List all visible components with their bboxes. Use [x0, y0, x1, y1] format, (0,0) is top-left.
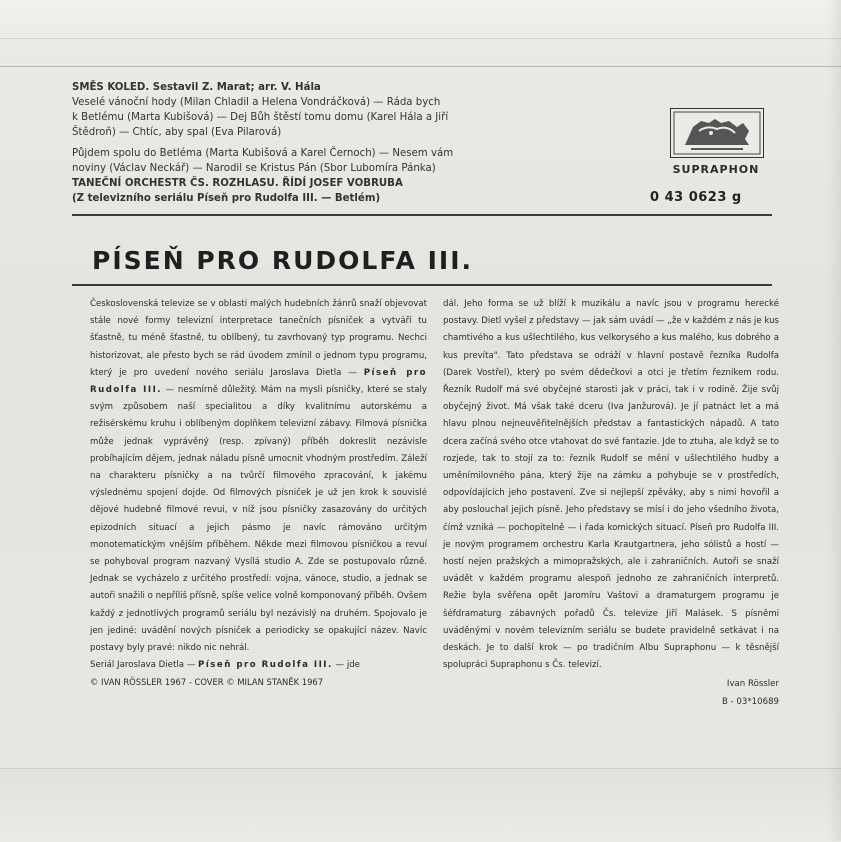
liner-notes-left-column: [90, 296, 427, 692]
liner-text: — nesmírně důležitý. Mám na mysli písničky, které se staly svým způsobem naší specialitou a díky kvalitnímu autorskému a režisérskému kruhu i oblíbeným doplňkem televizní zábavy. Filmová písnička může jednak vyprávěný (resp. zpívaný) příběh dokreslit nezávisle probíhajícím dějem, jednak náladu písně umocnit vhodným prostředím. Záleží na charakteru písničky a na tvůrčí filmového zpracování, k jakému výslednému spojení dojde. Od filmových písniček je už jen krok k souvislé dějové hudebně filmové revui, v níž jsou písničky zasazovány do určitých epizodních situací a jejich pásmo je navíc rámováno určitým monotematickým vnějším příběhem. Někde mezi filmovou písničkou a revuí se pohyboval program nazvaný Vysílá studio A. Zde se postupovalo různě. Jednak se vycházelo z určitého prostředí: vojna, vánoce, studio, a jednak se autoři snažili o nepříliš přísně, spíše velice volně komponovaný příběh. Ovšem každý z jednotlivých programů seriálu byl nezávislý na druhém. Spojovalo je jen jediné: uvádění nových písniček a periodicky se opakující název. Navíc postavy byly pravé: nikdo nic nehrál.: [90, 385, 427, 654]
track-credits: [72, 80, 592, 206]
liner-notes-right-column: [443, 296, 779, 711]
liner-text: Československá televize se v oblasti malých hudebních žánrů snaží objevovat stále nové formy televizní interpretace tanečních písniček a vytváří tu šťastně, tu méně šťastně, tu oblíbený, tu zavrhovaný typ programu. Nechci historizovat, ale přesto bych se rád úvodem zmínil o jednom typu programu, který je pro uvedení nového seriálu Jaroslava Dietla —: [90, 299, 427, 378]
credits-line-2: Veselé vánoční hody (Milan Chladil a Helena Vondráčková) — Ráda bych: [72, 97, 441, 108]
sleeve-top-flap: [0, 0, 841, 67]
liner-paragraph-1: [90, 296, 427, 657]
series-title-emphasis: Píseň pro Rudolfa III.: [198, 660, 333, 671]
credits-line-6: noviny (Václav Neckář) — Narodil se Kristus Pán (Sbor Lubomíra Pánka): [72, 163, 436, 174]
credits-line-8: (Z televizního seriálu Píseň pro Rudolfa III. — Betlém): [72, 193, 381, 204]
print-code: B - 03*10689: [721, 696, 779, 707]
liner-paragraph-3: dál. Jeho forma se už blíží k muzikálu a navíc jsou v programu herecké postavy. Dietl vyšel z představy — jak sám uvádí — „že v každém z nás je kus chamtivého a kus ušlechtilého, kus velkorysého a kus malého, kus dobrého a kus prevíta". Tato představa se odráží v hlavní postavě řezníka Rudolfa (Darek Vostřel), který po svém dědečkovi a otci je třetím řezníkem rodu. Řezník Rudolf má své obyčejné starosti jak v práci, tak i v rodině. Žije svůj obyčejný život. Má však také dceru (Iva Janžurová). Je jí patnáct let a má hlavu plnou nejneuvěřitelnějších představ a fantastických nápadů. A tato dcera začíná svého otce vtahovat do své fantazie. Jde to ztuha, ale když se to rozjede, tak to stojí za to: řezník Rudolf se mění v ušlechtilého hudby a uměnímilovného pána, který žije na zámku a pohybuje se v prostředích, odpovídajících jeho postavení. Zve si nejlepší zpěváky, aby s nimi hovořil a aby poslouchal jejich písně. Jeho představy se mísí i do jeho všedního života, čímž vzniká — pochopitelně — i řada komických situací. Píseň pro Rudolfa III. je novým programem orchestru Karla Krautgartnera, jeho sólistů a hostí — hostí nejen pražských a mimopražských, ale i zahraničních. Autoři se snaží uvádět v každém programu alespoň jednoho ze zahraničních interpretů. Režie byla svěřena opět Jaromíru Vaštovi a dramaturgem programu je šéfdramaturg zábavných pořadů Čs. televize Jiří Malásek. S písněmi uváděnými v novém televizním seriálu se budete pravidelně setkávat i na deskách. Je to další krok — po tradičním Albu Supraphonu — k těsnější spolupráci Supraphonu s Čs. televizí.: [443, 299, 779, 671]
author-signature: Ivan Rössler: [726, 679, 779, 690]
liner-paragraph-2: [90, 657, 427, 674]
copyright-line: © IVAN RÖSSLER 1967 - COVER © MILAN STANĚK 1967: [90, 677, 324, 688]
series-title-emphasis: Píseň pro Rudolfa III.: [90, 367, 427, 396]
title-rule-bottom: [72, 284, 772, 286]
credits-line-7: TANEČNÍ ORCHESTR ČS. ROZHLASU. ŘÍDÍ JOSEF VOBRUBA: [72, 178, 403, 189]
title-rule-top: [72, 214, 772, 216]
liner-text: Seriál Jaroslava Dietla —: [90, 660, 196, 671]
lion-logo-icon: [670, 108, 764, 158]
sleeve-edge-shadow: [827, 0, 841, 841]
credits-line-3: k Betlému (Marta Kubišová) — Dej Bůh štěstí tomu domu (Karel Hála a Jiří: [72, 112, 449, 123]
label-brand: SUPRAPHON: [672, 163, 760, 176]
catalog-number: 0 43 0623 g: [650, 190, 742, 205]
album-title: PÍSEŇ PRO RUDOLFA III.: [92, 246, 474, 275]
credits-line-1: SMĚS KOLED. Sestavil Z. Marat; arr. V. Hála: [72, 82, 321, 93]
credits-line-4: Štědroň) — Chtíc, aby spal (Eva Pilarová): [72, 127, 282, 138]
liner-text: — jde: [335, 660, 360, 671]
credits-line-5: Půjdem spolu do Betléma (Marta Kubišová a Karel Černoch) — Nesem vám: [72, 148, 454, 159]
sleeve-crease: [0, 38, 841, 39]
sleeve-bottom-flap: [0, 768, 841, 842]
